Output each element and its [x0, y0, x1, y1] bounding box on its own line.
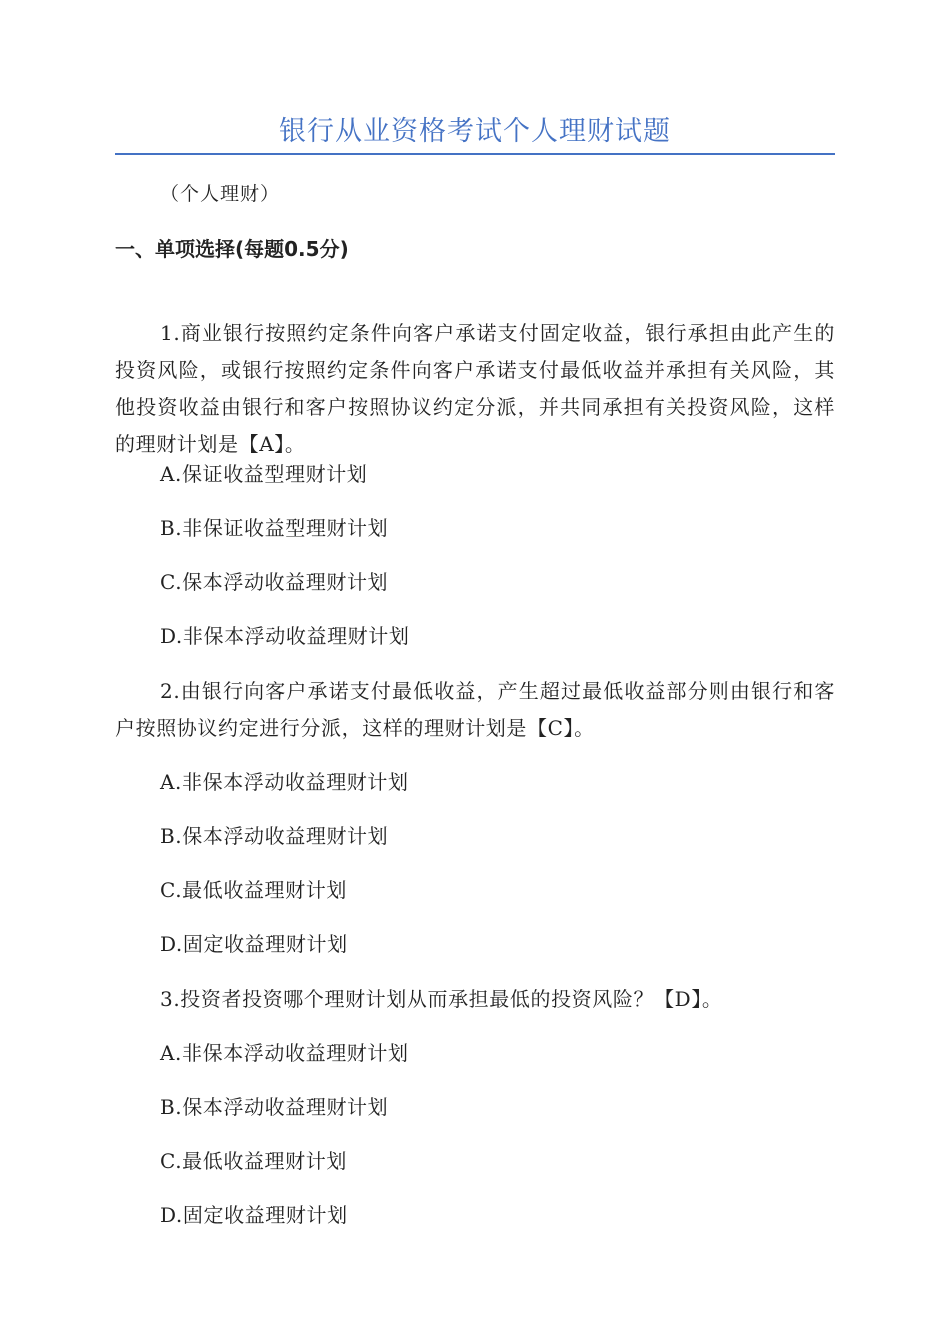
question-3-text: 3.投资者投资哪个理财计划从而承担最低的投资风险？【D】。 — [160, 987, 723, 1011]
question-2-text: 2.由银行向客户承诺支付最低收益，产生超过最低收益部分则由银行和客户按照协议约定进行分派，这样的理财计划是【C】。 — [115, 679, 835, 740]
question-1-option-c: C.保本浮动收益理财计划 — [160, 570, 389, 594]
question-1-option-d: D.非保本浮动收益理财计划 — [160, 624, 410, 648]
question-2-option-b: B.保本浮动收益理财计划 — [160, 824, 389, 848]
document-title: 银行从业资格考试个人理财试题 — [279, 116, 671, 147]
question-2-option-d: D.固定收益理财计划 — [160, 932, 348, 956]
question-3-option-b: B.保本浮动收益理财计划 — [160, 1095, 389, 1119]
question-3-option-a: A.非保本浮动收益理财计划 — [160, 1041, 409, 1065]
question-1-text: 1.商业银行按照约定条件向客户承诺支付固定收益，银行承担由此产生的投资风险，或银行按照约定条件向客户承诺支付最低收益并承担有关风险，其他投资收益由银行和客户按照协议约定分派，并共同承担有关投资风险，这样的理财计划是【A】。 — [115, 321, 835, 456]
question-2-option-c: C.最低收益理财计划 — [160, 878, 347, 902]
title-underline — [115, 153, 835, 155]
question-3-option-d: D.固定收益理财计划 — [160, 1203, 348, 1227]
document-subtitle: （个人理财） — [160, 183, 281, 205]
section-heading: 一、单项选择(每题0.5分) — [115, 237, 349, 261]
question-2-option-a: A.非保本浮动收益理财计划 — [160, 770, 409, 794]
question-1-option-a: A.保证收益型理财计划 — [160, 462, 368, 486]
question-3-option-c: C.最低收益理财计划 — [160, 1149, 347, 1173]
question-1-option-b: B.非保证收益型理财计划 — [160, 516, 389, 540]
